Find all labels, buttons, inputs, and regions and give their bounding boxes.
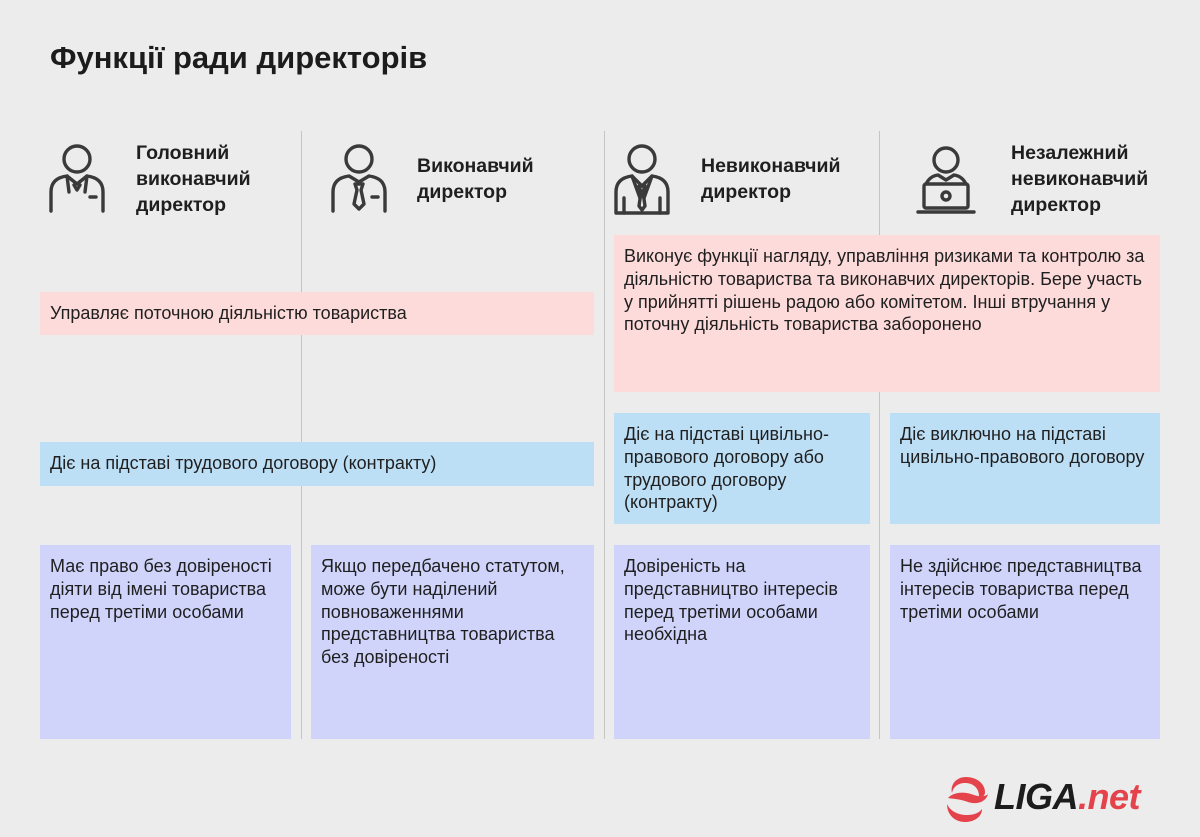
non-executive-director-icon — [610, 140, 674, 216]
column-divider — [301, 131, 302, 739]
column-divider — [604, 131, 605, 739]
column-label-line: директор — [417, 181, 507, 203]
column-label-line: Невиконавчий — [701, 155, 841, 177]
logo-tld: .net — [1078, 776, 1141, 817]
representation-independent-box: Не здійснює представництва інтересів товариства перед третіми особами — [890, 545, 1160, 739]
page-title: Функції ради директорів — [50, 40, 428, 75]
representation-non-executive-box: Довіреність на представництво інтересів перед третіми особами необхідна — [614, 545, 870, 739]
column-label-line: Незалежний — [1011, 142, 1129, 164]
representation-ceo-box: Має право без довіреності діяти від імені товариства перед третіми особами — [40, 545, 291, 739]
column-label-line: виконавчий — [136, 168, 251, 190]
ceo-person-icon — [45, 140, 109, 216]
logo-brand: LIGA — [994, 776, 1078, 817]
liga-swirl-icon — [944, 774, 990, 824]
representation-executive-box: Якщо передбачено статутом, може бути наділений повноваженнями представництва товариства без довіреності — [311, 545, 594, 739]
management-executive-box: Управляє поточною діяльністю товариства — [40, 292, 594, 335]
column-label-line: директор — [136, 194, 226, 216]
independent-director-laptop-icon — [914, 140, 978, 216]
column-label-line: директор — [1011, 194, 1101, 216]
contract-non-executive-box: Діє на підставі цивільно-правового договору або трудового договору (контракту) — [614, 413, 870, 524]
column-label-line: директор — [701, 181, 791, 203]
contract-executive-box: Діє на підставі трудового договору (контракту) — [40, 442, 594, 486]
column-label-line: невиконавчий — [1011, 168, 1149, 190]
logo-text — [994, 776, 1140, 818]
liga-net-logo — [944, 774, 1164, 824]
management-non-executive-box: Виконує функції нагляду, управління ризиками та контролю за діяльністю товариства та виконавчих директорів. Бере участь у прийнятті рішень радою або комітетом. Інші втручання у поточну діяльність товариства заборонено — [614, 235, 1160, 392]
column-label-line: Виконавчий — [417, 155, 534, 177]
executive-director-icon — [327, 140, 391, 216]
column-label-line: Головний — [136, 142, 230, 164]
column-divider — [879, 131, 880, 739]
contract-independent-box: Діє виключно на підставі цивільно-правового договору — [890, 413, 1160, 524]
